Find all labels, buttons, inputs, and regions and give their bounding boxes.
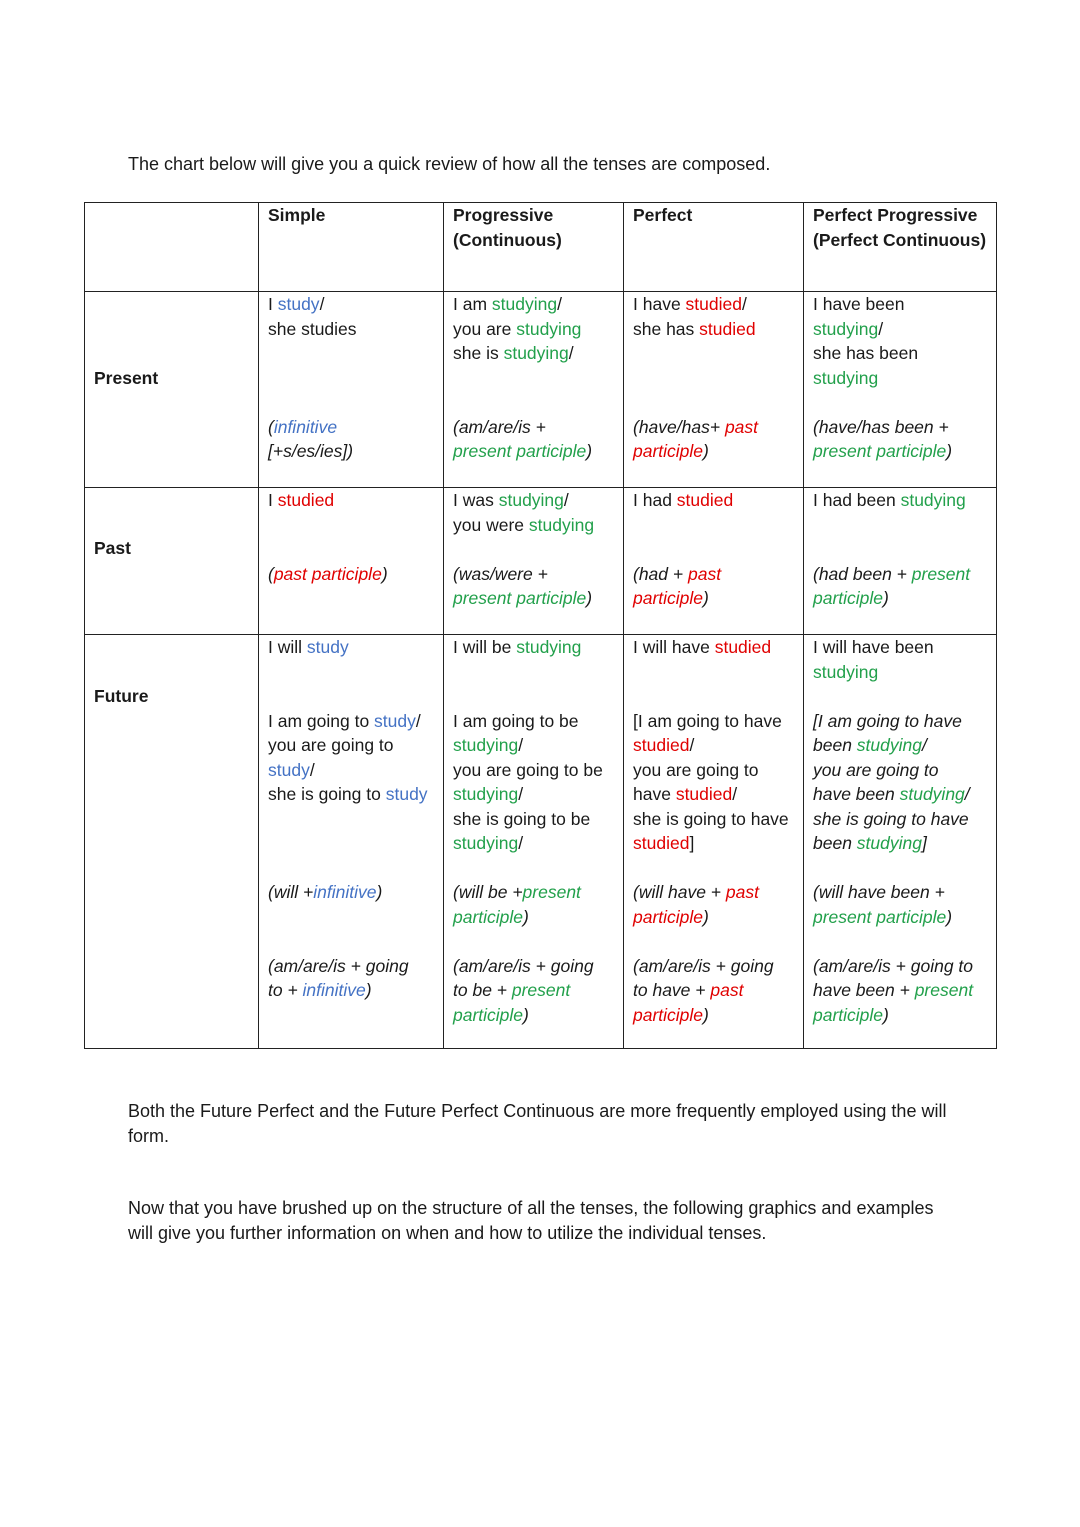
highlighted-verb-form: studying [453, 784, 519, 804]
cell-line: have studied/ [633, 784, 738, 804]
cell-future-perfect-progressive [804, 635, 997, 1049]
cell-line: participle) [633, 588, 709, 608]
highlighted-verb-form: present [914, 980, 974, 1000]
cell-line: (am/are/is + [453, 416, 546, 437]
cell-present-perfect [624, 292, 804, 488]
cell-line: (infinitive [268, 416, 338, 437]
cell-line: studying/ [453, 833, 524, 853]
cell-line: I will study [268, 637, 349, 657]
cell-line: you were studying [453, 514, 595, 535]
highlighted-verb-form: participle [453, 1004, 524, 1025]
cell-line: participle) [633, 441, 709, 461]
cell-line: you are studying [453, 318, 582, 339]
highlighted-verb-form: present participle [813, 906, 947, 927]
cell-line: (am/are/is + going to [813, 955, 974, 976]
cell-line: (have/has+ past [633, 416, 759, 437]
highlighted-verb-form: present [522, 882, 581, 902]
highlighted-verb-form: studying [503, 343, 569, 363]
cell-present-perfect-progressive [804, 292, 997, 488]
row-label-present: Present [85, 292, 259, 488]
cell-line: have been studying/ [813, 784, 970, 804]
row-label-past: Past [85, 488, 259, 635]
cell-line: I studied [268, 490, 335, 510]
highlighted-verb-form: study [268, 759, 310, 780]
cell-line: I am going to study/ [268, 710, 421, 731]
cell-line: (have/has been + [813, 416, 949, 437]
highlighted-verb-form: present participle [813, 441, 947, 461]
highlighted-verb-form: participle [633, 588, 704, 608]
cell-line: you are going to [633, 759, 759, 780]
cell-line: (Continuous) [453, 229, 562, 250]
cell-line: (Perfect Continuous) [813, 229, 987, 250]
cell-line: to have + past [633, 980, 744, 1000]
highlighted-verb-form: studying [528, 514, 595, 535]
cell-line: studying/ [453, 735, 524, 755]
highlighted-verb-form: past participle [273, 563, 382, 584]
highlighted-verb-form: studied [676, 490, 734, 510]
cell-future-simple [259, 635, 444, 1049]
cell-line: participle) [633, 1004, 709, 1025]
cell-line: (had been + present [813, 563, 971, 584]
highlighted-verb-form: study [306, 637, 349, 657]
cell-line: (am/are/is + going [453, 955, 594, 976]
cell-line: she is studying/ [453, 343, 574, 363]
highlighted-verb-form: study [374, 710, 416, 731]
cell-line: to be + present [453, 980, 571, 1000]
highlighted-verb-form: studying [813, 318, 879, 339]
cell-line: Perfect Progressive [813, 205, 978, 225]
cell-line: participle) [813, 588, 889, 608]
highlighted-verb-form: studying [813, 367, 879, 388]
highlighted-verb-form: studying [491, 294, 558, 314]
tenses-table [84, 202, 997, 1049]
cell-line: I will have studied [633, 637, 772, 657]
cell-line: been studying/ [813, 735, 927, 755]
cell-line: I will be studying [453, 637, 582, 657]
highlighted-verb-form: studying [453, 833, 519, 853]
header-row [85, 203, 997, 292]
highlighted-verb-form: past [710, 980, 744, 1000]
cell-line: present participle) [453, 441, 593, 461]
cell-line: studied/ [633, 735, 695, 755]
highlighted-verb-form: past [724, 416, 759, 437]
row-future [85, 635, 997, 1049]
cell-line: she studies [268, 318, 357, 339]
highlighted-verb-form: participle [813, 588, 884, 608]
cell-line: [I am going to have [813, 710, 962, 731]
highlighted-verb-form: participle [633, 441, 704, 461]
highlighted-verb-form: studying [899, 784, 965, 804]
highlighted-verb-form: present participle [453, 441, 587, 461]
cell-line: (am/are/is + going [633, 955, 774, 976]
cell-future-progressive [444, 635, 624, 1049]
header-perfect-progressive [804, 203, 997, 292]
cell-line: Progressive [453, 205, 554, 225]
highlighted-verb-form: studying [900, 490, 966, 510]
cell-present-simple [259, 292, 444, 488]
highlighted-verb-form: present [511, 980, 571, 1000]
cell-line: I study/ [268, 294, 325, 314]
closing-paragraph: Now that you have brushed up on the structure of all the tenses, the following graphics and examples will give you further information on when and how to utilize the individual tenses. [128, 1198, 934, 1243]
cell-line: you are going to be [453, 759, 603, 780]
cell-line: she is going to have [813, 808, 969, 829]
cell-line: participle) [453, 906, 529, 927]
highlighted-verb-form: studying [856, 833, 922, 853]
cell-line: (was/were + [453, 563, 548, 584]
cell-line: I am going to be [453, 710, 579, 731]
cell-line: I will have been [813, 637, 934, 657]
cell-line: she has studied [633, 318, 756, 339]
cell-line: she is going to be [453, 808, 591, 829]
cell-line: I had been studying [813, 490, 966, 510]
highlighted-verb-form: study [277, 294, 320, 314]
highlighted-verb-form: present [911, 563, 971, 584]
cell-line: she is going to study [268, 784, 428, 804]
highlighted-verb-form: studying [453, 735, 519, 755]
highlighted-verb-form: participle [633, 1004, 704, 1025]
highlighted-verb-form: studied [633, 833, 690, 853]
cell-line: participle) [813, 1004, 889, 1025]
cell-line: to + infinitive) [268, 980, 372, 1000]
cell-line: studying/ [453, 784, 524, 804]
cell-line: present participle) [453, 588, 593, 608]
cell-line: studying/ [813, 318, 884, 339]
highlighted-verb-form: studied [277, 490, 335, 510]
cell-present-progressive [444, 292, 624, 488]
cell-line: present participle) [813, 906, 953, 927]
cell-line: you are going to [813, 759, 939, 780]
cell-line: (past participle) [268, 563, 388, 584]
highlighted-verb-form: infinitive [273, 416, 338, 437]
cell-line: [+s/es/ies]) [268, 441, 354, 461]
cell-line: (will +infinitive) [268, 882, 383, 902]
cell-line: I have been [813, 294, 905, 314]
highlighted-verb-form: study [385, 784, 428, 804]
highlighted-verb-form: past [687, 563, 722, 584]
cell-line: she is going to have [633, 808, 789, 829]
cell-line: she has been [813, 343, 919, 363]
highlighted-verb-form: infinitive [313, 882, 377, 902]
cell-past-progressive [444, 488, 624, 635]
cell-line: I had studied [633, 490, 734, 510]
cell-line: participle) [633, 906, 709, 927]
highlighted-verb-form: participle [453, 906, 524, 927]
cell-line: (will have been + [813, 882, 945, 902]
cell-line: I have studied/ [633, 294, 747, 314]
cell-future-perfect [624, 635, 804, 1049]
cell-line: (had + past [633, 563, 722, 584]
highlighted-verb-form: studying [516, 637, 582, 657]
highlighted-verb-form: present participle [453, 588, 587, 608]
cell-line: present participle) [813, 441, 953, 461]
cell-line: (will have + past [633, 882, 759, 902]
highlighted-verb-form: studied [699, 318, 756, 339]
highlighted-verb-form: studying [516, 318, 582, 339]
highlighted-verb-form: participle [633, 906, 704, 927]
cell-past-perfect-progressive [804, 488, 997, 635]
cell-line: (am/are/is + going [268, 955, 409, 976]
cell-line: study/ [268, 759, 315, 780]
cell-line: (will be +present [453, 882, 581, 902]
row-past [85, 488, 997, 635]
cell-line: you are going to [268, 735, 394, 755]
header-perfect: Perfect [624, 203, 804, 292]
highlighted-verb-form: studying [813, 661, 879, 682]
intro-text: The chart below will give you a quick review of how all the tenses are composed. [128, 154, 771, 174]
highlighted-verb-form: infinitive [302, 980, 366, 1000]
row-present [85, 292, 997, 488]
note-paragraph: Both the Future Perfect and the Future Perfect Continuous are more frequently employed using the will form. [128, 1101, 947, 1146]
header-simple: Simple [259, 203, 444, 292]
cell-line: [I am going to have [633, 710, 782, 731]
corner-cell [85, 203, 259, 292]
cell-line: have been + present [813, 980, 974, 1000]
cell-line: I am studying/ [453, 294, 562, 314]
cell-line: I was studying/ [453, 490, 569, 510]
highlighted-verb-form: studied [714, 637, 772, 657]
cell-line: participle) [453, 1004, 529, 1025]
highlighted-verb-form: studied [675, 784, 733, 804]
cell-past-perfect [624, 488, 804, 635]
highlighted-verb-form: past [725, 882, 759, 902]
cell-past-simple [259, 488, 444, 635]
highlighted-verb-form: studied [633, 735, 690, 755]
highlighted-verb-form: participle [813, 1004, 884, 1025]
header-progressive [444, 203, 624, 292]
cell-line: been studying] [813, 833, 927, 853]
row-label-future: Future [85, 635, 259, 1049]
highlighted-verb-form: studying [498, 490, 564, 510]
cell-line: studied] [633, 833, 695, 853]
highlighted-verb-form: studied [685, 294, 742, 314]
highlighted-verb-form: studying [856, 735, 922, 755]
